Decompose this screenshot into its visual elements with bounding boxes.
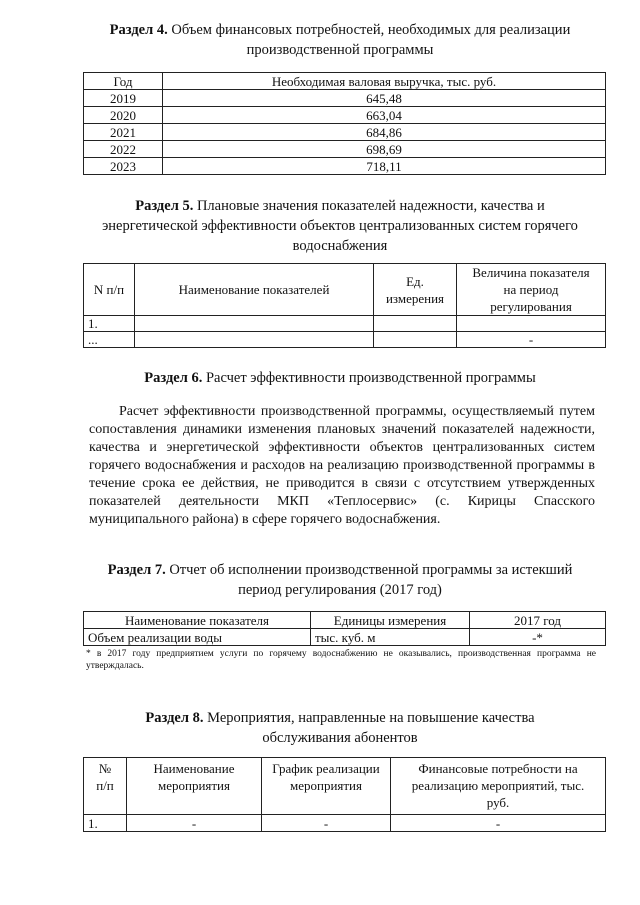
table-row (84, 332, 606, 348)
year-cell: 2021 (84, 124, 163, 141)
section7-heading (60, 560, 620, 600)
section4-label: Раздел 4. (109, 22, 168, 38)
table-row (84, 107, 606, 124)
finance-cell: - (391, 815, 606, 832)
col-value-header: Величина показателя на период регулирования (457, 264, 606, 316)
col-num-header: N п/п (84, 264, 135, 316)
section7-title-line2: период регулирования (2017 год) (238, 582, 442, 598)
num-cell: 1. (84, 316, 135, 332)
col-name-header: Наименование мероприятия (127, 758, 262, 815)
section5-label: Раздел 5. (135, 198, 194, 214)
report-table (83, 611, 606, 646)
year-cell: 2019 (84, 90, 163, 107)
section5-heading (60, 196, 620, 256)
value-cell: - (457, 332, 606, 348)
section7-label: Раздел 7. (107, 562, 166, 578)
col-year-header: 2017 год (470, 612, 606, 629)
col-schedule-header: График реализации мероприятия (262, 758, 391, 815)
section6-title: Расчет эффективности производственной программы (205, 370, 536, 386)
indicators-table (83, 263, 606, 348)
col-name-header: Наименование показателя (84, 612, 311, 629)
table-row (84, 124, 606, 141)
col-name-header: Наименование показателей (135, 264, 374, 316)
name-cell: Объем реализации воды (84, 629, 311, 646)
table-row (84, 90, 606, 107)
value-cell: -* (470, 629, 606, 646)
revenue-cell: 663,04 (163, 107, 606, 124)
year-cell: 2023 (84, 158, 163, 175)
section7-footnote: * в 2017 году предприятием услуги по горячему водоснабжению не оказывались, производственная программа не утверждалась. (86, 649, 596, 671)
table-row (84, 815, 606, 832)
col-num-header: № п/п (84, 758, 127, 815)
num-cell: 1. (84, 815, 127, 832)
col-year-header: Год (84, 73, 163, 90)
revenue-cell: 684,86 (163, 124, 606, 141)
section6-heading (60, 368, 620, 388)
revenue-cell: 698,69 (163, 141, 606, 158)
section4-heading (60, 20, 620, 60)
section8-label: Раздел 8. (145, 710, 204, 726)
section4-title-line2: производственной программы (246, 42, 434, 58)
schedule-cell: - (262, 815, 391, 832)
name-cell: - (127, 815, 262, 832)
year-cell: 2022 (84, 141, 163, 158)
section8-title-line1: Мероприятия, направленные на повышение качества (207, 710, 535, 726)
col-finance-header: Финансовые потребности на реализацию мероприятий, тыс. руб. (391, 758, 606, 815)
section5-title-line1: Плановые значения показателей надежности, качества и (196, 198, 545, 214)
section8-title-line2: обслуживания абонентов (262, 730, 418, 746)
section4-title-line1: Объем финансовых потребностей, необходимых для реализации (171, 22, 571, 38)
table-row (84, 158, 606, 175)
table-row (84, 141, 606, 158)
revenue-cell: 645,48 (163, 90, 606, 107)
table-row (84, 629, 606, 646)
section5-title-line3: водоснабжения (292, 238, 388, 254)
unit-cell: тыс. куб. м (311, 629, 470, 646)
year-cell: 2020 (84, 107, 163, 124)
measures-table (83, 757, 606, 832)
section8-heading (60, 708, 620, 748)
financial-needs-table (83, 72, 606, 175)
num-cell: ... (84, 332, 135, 348)
col-unit-header: Ед. измерения (374, 264, 457, 316)
col-unit-header: Единицы измерения (311, 612, 470, 629)
section6-paragraph: Расчет эффективности производственной программы, осуществляемый путем сопоставления динамики изменения плановых значений показателей надежности, качества и энергетической эффективности объектов централизованных систем горячего водоснабжения и расходов на реализацию производственной программы в течение срока ее действия, не приводится в связи с отсутствием утвержденных показателей деятельности МКП «Теплосервис» (с. Кирицы Спасского муниципального района) в сфере горячего водоснабжения. (89, 404, 595, 527)
section7-title-line1: Отчет об исполнении производственной программы за истекший (169, 562, 573, 578)
col-revenue-header: Необходимая валовая выручка, тыс. руб. (163, 73, 606, 90)
section5-title-line2: энергетической эффективности объектов централизованных систем горячего (102, 218, 578, 234)
revenue-cell: 718,11 (163, 158, 606, 175)
table-row (84, 316, 606, 332)
section6-label: Раздел 6. (144, 370, 203, 386)
